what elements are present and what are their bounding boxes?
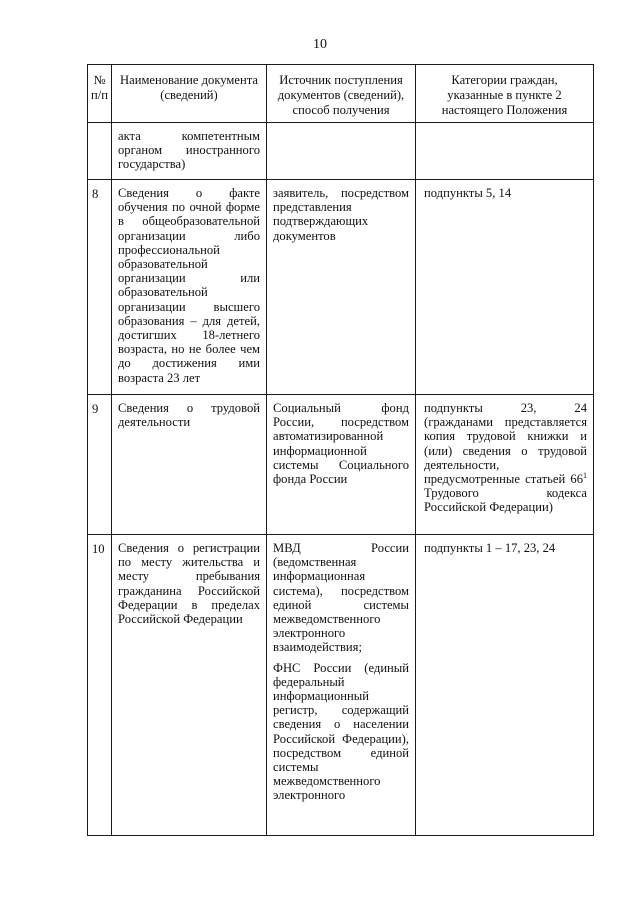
row-10-name-cell	[112, 535, 267, 836]
row-8-source-cell	[267, 180, 416, 395]
row-9-name: Сведения о трудовой деятельности	[118, 401, 260, 430]
row-cont-source-cell	[267, 123, 416, 180]
table-row	[88, 535, 594, 836]
row-9-categories-text-b: Трудового кодекса Российской Федерации)	[424, 486, 587, 515]
table-header-row	[88, 65, 594, 123]
row-8-name: Сведения о факте обучения по очной форме в общеобразовательной организации либо профессиональной образовательной организации или образовательной организации высшего образования – для детей, достигших 18-летнего возраста, но не более чем до достижения ими возраста 23 лет	[118, 186, 260, 385]
row-9-source: Социальный фонд России, посредством автоматизированной информационной системы Социального фонда России	[273, 401, 409, 487]
row-9-categories-cell	[416, 395, 594, 535]
row-cont-name: акта компетентным органом иностранного государства)	[118, 129, 260, 172]
row-8-source: заявитель, посредством представления подтверждающих документов	[273, 186, 409, 243]
row-9-num: 9	[92, 402, 99, 416]
row-8-num-cell	[88, 180, 112, 395]
row-cont-categories-cell	[416, 123, 594, 180]
row-cont-name-cell	[112, 123, 267, 180]
row-10-num-cell	[88, 535, 112, 836]
row-10-categories: подпункты 1 – 17, 23, 24	[424, 541, 556, 555]
row-9-name-cell	[112, 395, 267, 535]
row-9-categories-sup: 1	[583, 470, 587, 480]
row-9-categories	[416, 395, 593, 519]
row-10-name: Сведения о регистрации по месту жительства и месту пребывания гражданина Российской Федерации в пределах Российской Федерации	[118, 541, 260, 627]
header-num: № п/п	[88, 65, 112, 123]
table-row	[88, 180, 594, 395]
table-row	[88, 395, 594, 535]
row-cont-num	[88, 123, 112, 180]
documents-table	[87, 64, 594, 836]
row-8-name-cell	[112, 180, 267, 395]
header-source: Источник поступления документов (сведений), способ получения	[267, 65, 416, 123]
header-categories: Категории граждан, указанные в пункте 2 настоящего Положения	[416, 65, 594, 123]
row-8-num: 8	[92, 187, 99, 201]
row-8-categories: подпункты 5, 14	[424, 186, 512, 200]
row-10-source-2: ФНС России (единый федеральный информационный регистр, содержащий сведения о населении Российской Федерации), посредством единой системы межведомственного электронного	[273, 660, 409, 803]
row-10-source-cell	[267, 535, 416, 836]
row-9-source-cell	[267, 395, 416, 535]
row-10-source-1: МВД России (ведомственная информационная система), посредством единой системы межведомственного электронного взаимодействия;	[273, 541, 409, 655]
row-9-categories-text-a: подпункты 23, 24 (гражданами представляется копия трудовой книжки и (или) сведения о трудовой деятельности, предусмотренные статьей 66	[424, 401, 587, 487]
row-10-num: 10	[92, 542, 105, 556]
row-9-num-cell	[88, 395, 112, 535]
header-name: Наименование документа (сведений)	[112, 65, 267, 123]
page-number: 10	[313, 37, 327, 52]
table-row	[88, 123, 594, 180]
row-8-categories-cell	[416, 180, 594, 395]
row-10-categories-cell	[416, 535, 594, 836]
